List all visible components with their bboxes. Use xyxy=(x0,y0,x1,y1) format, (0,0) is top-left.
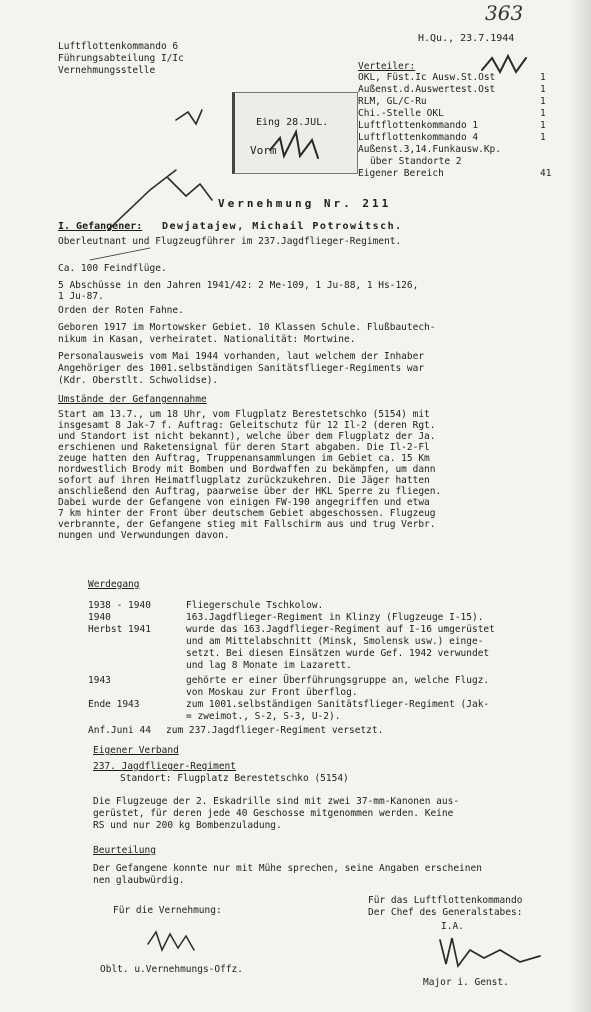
capture-line: nordwestlich Brody mit Bomben und Bordwaffen zu bekämpfen, um dann xyxy=(58,464,436,475)
capture-line: nungen und Verwundungen davon. xyxy=(58,530,230,541)
document-title: Vernehmung Nr. 211 xyxy=(218,197,392,210)
distribution-item: Eigener Bereich xyxy=(358,168,444,179)
distribution-count: 1 xyxy=(540,108,546,119)
career-text: und am Mittelabschnitt (Minsk, Smolensk usw.) einge- xyxy=(186,636,484,647)
right-signature-label: Der Chef des Generalstabes: xyxy=(368,907,523,918)
prisoner-rank: Oberleutnant und Flugzeugführer im 237.Jagdflieger-Regiment. xyxy=(58,236,402,247)
prisoner-id: (Kdr. Oberstlt. Schwolidse). xyxy=(58,375,219,386)
career-text: zum 1001.selbständigen Sanitätsflieger-Regiment (Jak- xyxy=(186,699,490,710)
unit-text: Die Flugzeuge der 2. Eskadrille sind mit zwei 37-mm-Kanonen aus- xyxy=(93,796,460,807)
career-text: wurde das 163.Jagdflieger-Regiment auf I-16 umgerüstet xyxy=(186,624,495,635)
distribution-count: 1 xyxy=(540,96,546,107)
career-date: Herbst 1941 xyxy=(88,624,151,635)
prisoner-bio: Geboren 1917 im Mortowsker Gebiet. 10 Klassen Schule. Flußbautech- xyxy=(58,322,436,333)
distribution-item: Außenst.3,14.Funkausw.Kp. xyxy=(358,144,501,155)
career-text: von Moskau zur Front überflog. xyxy=(186,687,358,698)
career-heading: Werdegang xyxy=(88,579,140,590)
stamp-time: Vorm xyxy=(250,144,277,157)
distribution-item: Luftflottenkommando 1 xyxy=(358,120,479,131)
prisoner-award: Orden der Roten Fahne. xyxy=(58,305,184,316)
assessment-text: nen glaubwürdig. xyxy=(93,875,185,886)
career-date: Ende 1943 xyxy=(88,699,140,710)
distribution-count: 1 xyxy=(540,132,546,143)
prisoner-kills: 5 Abschüsse in den Jahren 1941/42: 2 Me-109, 1 Ju-88, 1 Hs-126, xyxy=(58,280,419,291)
org-line-2: Führungsabteilung I/Ic xyxy=(58,53,184,64)
prisoner-name: Dewjatajew, Michail Potrowitsch. xyxy=(162,221,403,232)
prisoner-label: I. Gefangener: xyxy=(58,221,143,232)
career-text: zum 237.Jagdflieger-Regiment versetzt. xyxy=(166,725,384,736)
right-signature-name: Major i. Genst. xyxy=(423,977,509,988)
right-signature-label: Für das Luftflottenkommando xyxy=(368,895,523,906)
unit-text: gerüstet, für deren jede 40 Geschosse mitgenommen werden. Keine xyxy=(93,808,454,819)
capture-line: insgesamt 8 Jak-7 f. Auftrag: Geleitschutz für 12 Il-2 (deren Rgt. xyxy=(58,420,436,431)
career-date: 1938 - 1940 xyxy=(88,600,151,611)
career-text: = zweimot., S-2, S-3, U-2). xyxy=(186,711,341,722)
distribution-count: 1 xyxy=(540,84,546,95)
right-signature-label: I.A. xyxy=(441,921,464,932)
distribution-item: RLM, GL/C-Ru xyxy=(358,96,427,107)
distribution-item: über Standorte 2 xyxy=(370,156,462,167)
career-date: 1940 xyxy=(88,612,111,623)
distribution-label: Verteiler: xyxy=(358,61,416,72)
career-text: und lag 8 Monate im Lazarett. xyxy=(186,660,352,671)
page-number: 363 xyxy=(485,1,524,25)
career-date: 1943 xyxy=(88,675,111,686)
capture-line: erschienen und Raketensignal für deren Start abgaben. Die Il-2-Fl xyxy=(58,442,430,453)
org-line-3: Vernehmungsstelle xyxy=(58,65,156,76)
career-text: gehörte er einer Überführungsgruppe an, welche Flugz. xyxy=(186,675,490,686)
career-date: Anf.Juni 44 xyxy=(88,725,151,736)
distribution-item: Chi.-Stelle OKL xyxy=(358,108,444,119)
prisoner-id: Personalausweis vom Mai 1944 vorhanden, laut welchem der Inhaber xyxy=(58,351,425,362)
unit-heading: Eigener Verband xyxy=(93,745,179,756)
left-signature-name: Oblt. u.Vernehmungs-Offz. xyxy=(100,964,243,975)
capture-line: anschließend den Auftrag, paarweise über der HKL Sperre zu fliegen. xyxy=(58,486,442,497)
distribution-item: Luftflottenkommando 4 xyxy=(358,132,479,143)
career-text: 163.Jagdflieger-Regiment in Klinzy (Flugzeuge I-15). xyxy=(186,612,484,623)
unit-text: RS und nur 200 kg Bombenzuladung. xyxy=(93,820,282,831)
distribution-item: Außenst.d.Auswertest.Ost xyxy=(358,84,496,95)
capture-line: verbrannte, der Gefangene stieg mit Fallschirm aus und trug Verbr. xyxy=(58,519,436,530)
assessment-heading: Beurteilung xyxy=(93,845,156,856)
capture-line: zeuge hatten den Auftrag, Truppenansammlungen im Gebiet ca. 15 Km xyxy=(58,453,430,464)
distribution-count: 1 xyxy=(540,72,546,83)
unit-location: Standort: Flugplatz Berestetschko (5154) xyxy=(120,773,349,784)
career-text: Fliegerschule Tschkolow. xyxy=(186,600,324,611)
capture-line: und Standort ist nicht bekannt), welche über dem Flugplatz der Ja. xyxy=(58,431,436,442)
assessment-text: Der Gefangene konnte nur mit Mühe sprechen, seine Angaben erscheinen xyxy=(93,863,482,874)
prisoner-bio: nikum in Kasan, verheiratet. Nationalität: Mortwine. xyxy=(58,334,356,345)
prisoner-id: Angehöriger des 1001.selbständigen Sanitätsflieger-Regiments war xyxy=(58,363,425,374)
capture-line: sofort auf ihren Heimatflugplatz zurückzukehren. Die Jäger hatten xyxy=(58,475,430,486)
unit-name: 237. Jagdflieger-Regiment xyxy=(93,761,236,772)
capture-line: Dabei wurde der Gefangene von einigen FW-190 angegriffen und etwa xyxy=(58,497,430,508)
distribution-count: 1 xyxy=(540,120,546,131)
prisoner-missions: Ca. 100 Feindflüge. xyxy=(58,263,167,274)
distribution-item: OKL, Füst.Ic Ausw.St.Ost xyxy=(358,72,496,83)
capture-line: Start am 13.7., um 18 Uhr, vom Flugplatz Berestetschko (5154) mit xyxy=(58,409,430,420)
distribution-count: 41 xyxy=(540,168,552,179)
left-signature-label: Für die Vernehmung: xyxy=(113,905,222,916)
capture-heading: Umstände der Gefangennahme xyxy=(58,394,207,405)
capture-line: 7 km hinter der Front über deutschem Gebiet abgeschossen. Flugzeug xyxy=(58,508,436,519)
career-text: setzt. Bei diesen Einsätzen wurde Gef. 1942 verwundet xyxy=(186,648,490,659)
prisoner-kills: 1 Ju-87. xyxy=(58,291,104,302)
org-line-1: Luftflottenkommando 6 xyxy=(58,41,179,52)
place-date: H.Qu., 23.7.1944 xyxy=(418,33,515,44)
stamp-date: Eing 28.JUL. xyxy=(256,117,329,128)
